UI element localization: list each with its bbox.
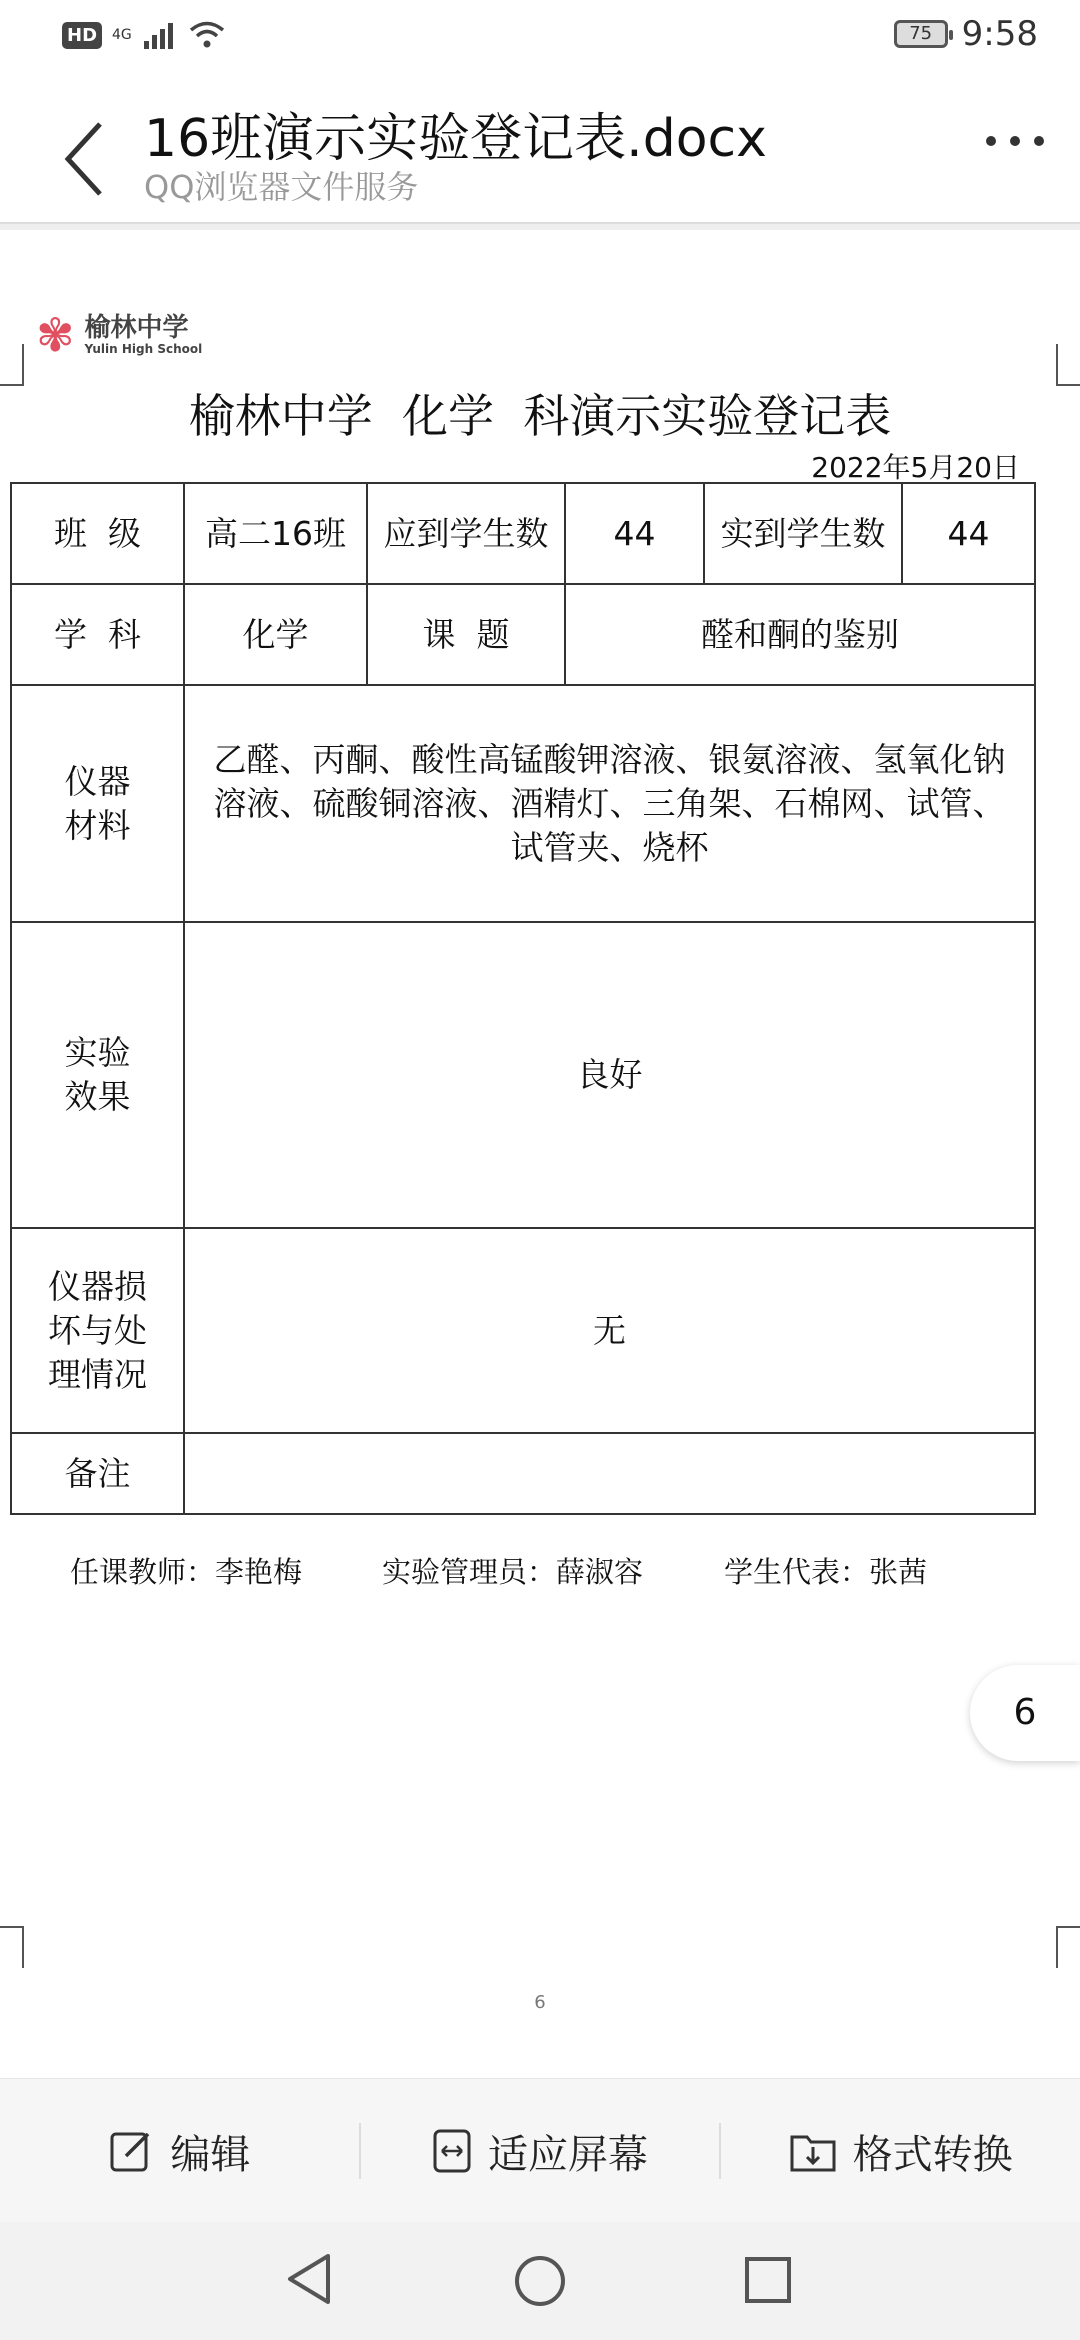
clock: 9:58 — [961, 14, 1038, 54]
page-number: 6 — [534, 1992, 546, 2013]
table-cell: 44 — [902, 483, 1035, 584]
table-cell: 仪器损坏与处理情况 — [11, 1228, 184, 1433]
table-cell: 应到学生数 — [367, 483, 565, 584]
table-row — [11, 685, 1035, 922]
table-cell: 良好 — [184, 922, 1035, 1228]
bottom-toolbar — [0, 2078, 1080, 2223]
more-options-icon[interactable] — [986, 136, 1044, 146]
edit-button[interactable] — [0, 2123, 359, 2179]
fit-screen-button[interactable] — [361, 2123, 720, 2179]
network-type: 4G — [112, 27, 132, 43]
nav-home-icon[interactable] — [513, 2254, 567, 2308]
table-cell: 化学 — [184, 584, 367, 685]
battery-indicator: 75 — [894, 20, 948, 48]
table-row — [11, 1433, 1035, 1514]
fit-screen-label: 适应屏幕 — [488, 2131, 648, 2178]
edit-icon — [108, 2128, 154, 2174]
page-corner-mark — [0, 1926, 24, 1968]
table-cell — [184, 1433, 1035, 1514]
table-cell: 高二16班 — [184, 483, 367, 584]
table-row — [11, 483, 1035, 584]
page-title: 榆林中学 化学 科演示实验登记表 — [188, 389, 892, 443]
folder-download-icon — [789, 2129, 837, 2173]
student-signature: 学生代表：张茜 — [724, 1555, 928, 1589]
document-page[interactable] — [0, 230, 1080, 2078]
edit-label: 编辑 — [170, 2131, 251, 2178]
table-cell: 实验效果 — [11, 922, 184, 1228]
table-cell: 学 科 — [11, 584, 184, 685]
page-corner-mark — [1056, 1926, 1080, 1968]
table-row — [11, 922, 1035, 1228]
signature-line — [70, 1550, 927, 1591]
admin-signature: 实验管理员：薛淑容 — [382, 1555, 644, 1589]
document-title: 16班演示实验登记表.docx — [144, 109, 767, 169]
nav-back-icon[interactable] — [284, 2252, 334, 2306]
teacher-signature: 任课教师：李艳梅 — [70, 1555, 303, 1589]
back-arrow-icon[interactable] — [56, 114, 116, 204]
status-bar — [0, 0, 1080, 76]
fit-screen-icon — [432, 2128, 472, 2174]
hd-badge: HD — [62, 22, 102, 49]
system-nav-bar — [0, 2222, 1080, 2340]
experiment-table — [10, 482, 1036, 1515]
record-date: 2022年5月20日 — [811, 451, 1020, 484]
convert-format-button[interactable] — [721, 2123, 1080, 2179]
table-cell: 仪器材料 — [11, 685, 184, 922]
table-row — [11, 1228, 1035, 1433]
document-source: QQ浏览器文件服务 — [144, 168, 419, 206]
table-cell: 备注 — [11, 1433, 184, 1514]
table-row — [11, 584, 1035, 685]
app-bar — [0, 76, 1080, 224]
flower-icon: ✾ — [36, 308, 75, 362]
table-cell: 实到学生数 — [704, 483, 902, 584]
convert-format-label: 格式转换 — [852, 2131, 1013, 2178]
wifi-icon — [188, 20, 226, 50]
logo-en: Yulin High School — [84, 342, 203, 356]
table-cell: 44 — [565, 483, 704, 584]
signal-icon — [142, 21, 178, 49]
school-logo — [36, 308, 202, 362]
logo-cn: 榆林中学 — [84, 313, 189, 343]
table-cell: 醛和酮的鉴别 — [565, 584, 1035, 685]
table-cell: 乙醛、丙酮、酸性高锰酸钾溶液、银氨溶液、氢氧化钠溶液、硫酸铜溶液、酒精灯、三角架、石棉网、试管、试管夹、烧杯 — [184, 685, 1035, 922]
table-cell: 课 题 — [367, 584, 565, 685]
table-cell: 班 级 — [11, 483, 184, 584]
table-cell: 无 — [184, 1228, 1035, 1433]
page-indicator-bubble[interactable]: 6 — [970, 1665, 1080, 1761]
nav-recents-icon[interactable] — [744, 2256, 792, 2304]
